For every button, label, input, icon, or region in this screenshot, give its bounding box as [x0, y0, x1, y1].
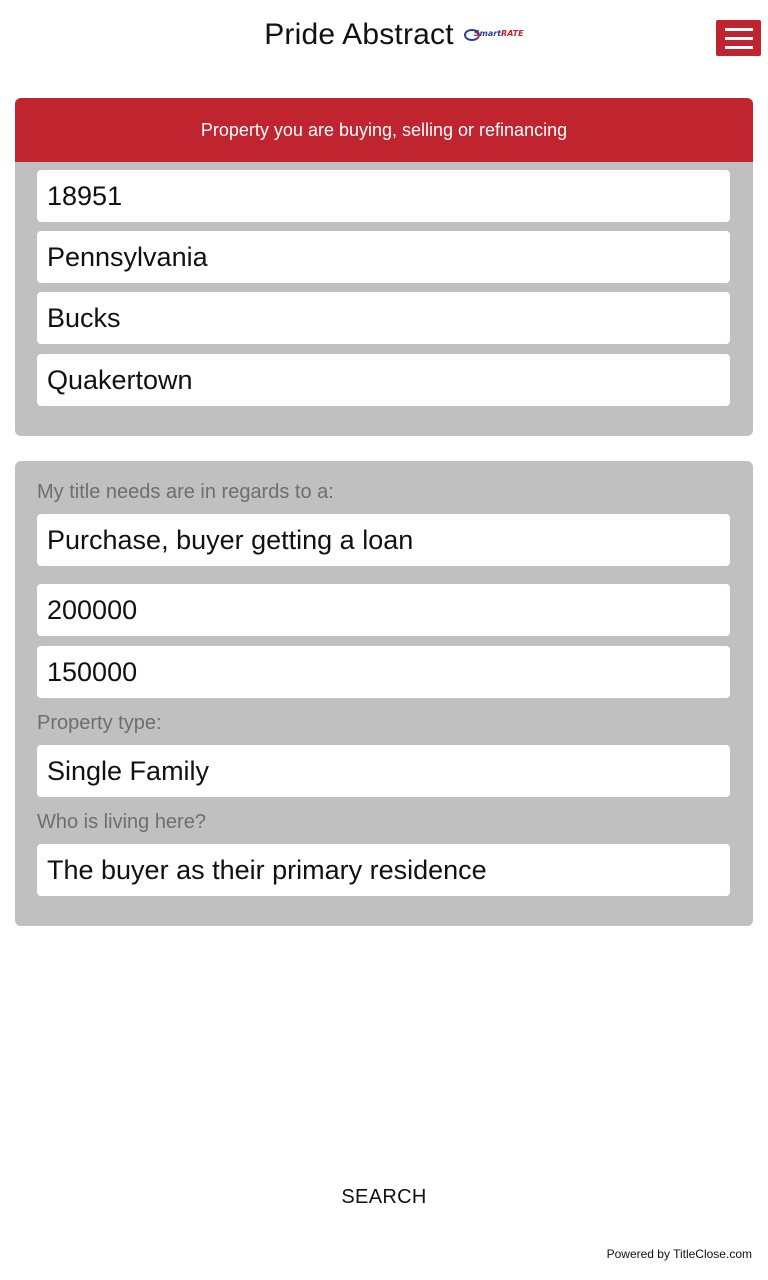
- purchase-price-input[interactable]: 200000: [37, 584, 730, 636]
- property-panel-heading-text: Property you are buying, selling or refinancing: [200, 119, 568, 140]
- zip-code-input[interactable]: 18951: [37, 170, 730, 222]
- header: [0, 0, 768, 80]
- menu-bar: [725, 37, 753, 40]
- menu-bar: [725, 46, 753, 49]
- title-needs-label: My title needs are in regards to a:: [37, 481, 334, 503]
- brand: [0, 18, 768, 52]
- property-type-label: Property type:: [37, 712, 162, 734]
- logo-text-a: Smart: [473, 29, 502, 38]
- loan-amount-input[interactable]: 150000: [37, 646, 730, 698]
- logo-text: [474, 29, 524, 38]
- hamburger-menu-icon[interactable]: [716, 20, 761, 56]
- property-type-select[interactable]: Single Family: [37, 745, 730, 797]
- state-select[interactable]: Pennsylvania: [37, 231, 730, 283]
- property-panel-heading: [15, 98, 753, 162]
- logo-text-b: RATE: [501, 29, 524, 38]
- transaction-details-panel: [15, 461, 753, 926]
- search-button[interactable]: SEARCH: [341, 1185, 427, 1208]
- brand-logo-icon: [464, 25, 524, 45]
- menu-bar: [725, 28, 753, 31]
- occupancy-select[interactable]: The buyer as their primary residence: [37, 844, 730, 896]
- occupancy-label: Who is living here?: [37, 811, 206, 833]
- city-select[interactable]: Quakertown: [37, 354, 730, 406]
- powered-by-link[interactable]: Powered by TitleClose.com: [606, 1247, 752, 1261]
- property-location-panel: [15, 98, 753, 436]
- title-needs-select[interactable]: Purchase, buyer getting a loan: [37, 514, 730, 566]
- brand-title: Pride Abstract: [264, 18, 454, 51]
- county-select[interactable]: Bucks: [37, 292, 730, 344]
